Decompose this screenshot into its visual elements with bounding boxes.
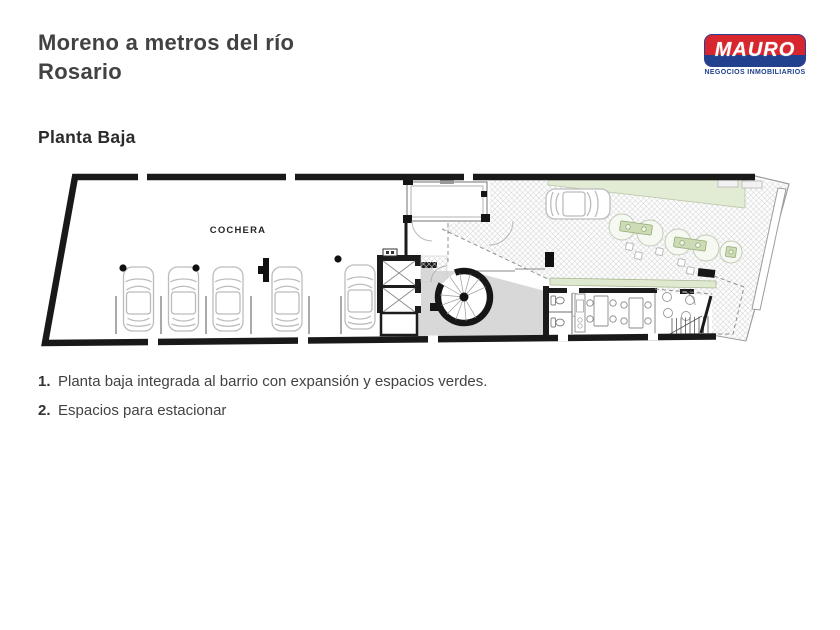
wc-toilet [551,296,564,305]
planter-box [742,181,762,188]
wc-toilet [551,318,564,327]
note-item-2 [38,402,487,421]
notes-list [38,373,487,431]
note-text: Planta baja integrada al barrio con expansión y espacios verdes. [58,373,488,390]
brand-logo-tagline: NEGOCIOS INMOBILIARIOS [704,69,806,76]
patio-car [546,189,610,219]
parked-car [169,267,199,331]
machine-room [381,313,417,335]
parked-car [272,267,302,331]
note-number: 1. [38,373,51,390]
elevator-landing [421,256,447,282]
parked-car [124,267,154,331]
planter-box [718,180,738,187]
garage-label: COCHERA [209,225,267,236]
parked-car [213,267,243,331]
note-text: Espacios para estacionar [58,401,227,419]
note-number: 2. [38,401,51,419]
brand-logo-text: MAURO [714,39,796,61]
picnic-table [725,246,736,257]
floor-heading: Planta Baja [38,127,136,147]
parked-car [345,265,375,329]
title-line-1: Moreno a metros del río [38,30,295,55]
note-item-1 [38,373,487,392]
title-line-2: Rosario [38,59,123,85]
